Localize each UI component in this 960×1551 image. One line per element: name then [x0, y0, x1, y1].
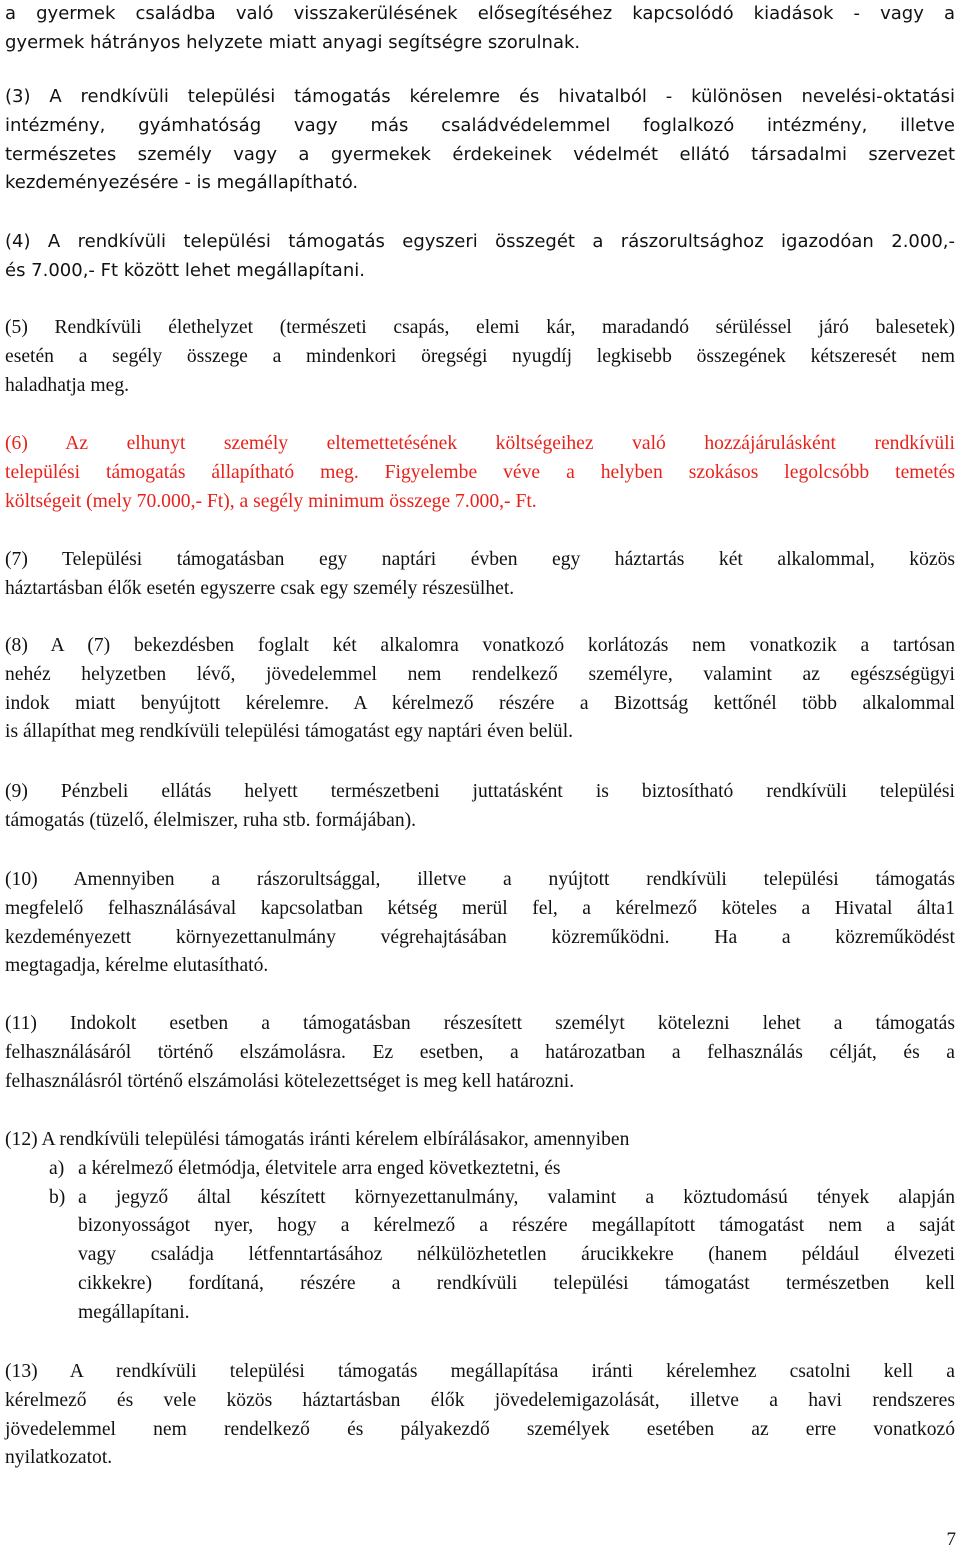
paragraph-8 — [5, 632, 955, 747]
text-line: háztartásban élők esetén egyszerre csak egy személy részesülhet. — [5, 577, 515, 599]
text-line: is állapíthat meg rendkívüli települési támogatást egy naptári éven belül. — [5, 721, 574, 743]
text-line: nyilatkozatot. — [5, 1447, 113, 1469]
text-line: költségeit (mely 70.000,- Ft), a segély minimum összege 7.000,- Ft. — [5, 490, 537, 512]
text-line: (11) Indokolt esetben a támogatásban részesített személyt kötelezni lehet a támogatás — [5, 1013, 955, 1034]
text-line: (10) Amennyiben a rászorultsággal, illetve a nyújtott rendkívüli települési támogatás — [5, 869, 955, 890]
text-line: felhasználásról történő elszámolási kötelezettséget is meg kell határozni. — [5, 1070, 575, 1092]
paragraph-4 — [5, 228, 955, 286]
text-line: megtagadja, kérelme elutasítható. — [5, 955, 269, 977]
list-item-a — [5, 1155, 955, 1184]
text-line: (9) Pénzbeli ellátás helyett természetbeni juttatásként is biztosítható rendkívüli települési — [5, 781, 955, 802]
text-line: megállapítani. — [78, 1301, 190, 1323]
list-marker: a) — [49, 1157, 65, 1179]
text-line: vagy családja létfenntartásához nélkülözhetetlen árucikkekre (hanem például élvezeti — [78, 1244, 955, 1266]
text-line: intézmény, gyámhatóság vagy más családvédelemmel foglalkozó intézmény, illetve — [5, 114, 955, 136]
text-line: (7) Települési támogatásban egy naptári évben egy háztartás két alkalommal, közös — [5, 549, 955, 570]
text-line: indok miatt benyújtott kérelemre. A kérelmező részére a Bizottság kettőnél több alkalommal — [5, 692, 955, 714]
paragraph-9 — [5, 778, 955, 836]
paragraph-continuation — [5, 0, 955, 58]
paragraph-10 — [5, 866, 955, 981]
text-line: (6) Az elhunyt személy eltemettetésének költségeihez való hozzájárulásként rendkívüli — [5, 433, 955, 454]
paragraph-7 — [5, 546, 955, 604]
list-marker: b) — [49, 1186, 66, 1208]
text-line: kezdeményezésére - is megállapítható. — [5, 172, 359, 194]
text-line: esetén a segély összege a mindenkori öregségi nyugdíj legkisebb összegének kétszeresét nem — [5, 345, 955, 367]
paragraph-3 — [5, 83, 955, 198]
paragraph-11 — [5, 1010, 955, 1096]
text-line: nehéz helyzetben lévő, jövedelemmel nem rendelkező személyre, valamint az egészségügyi — [5, 663, 955, 685]
text-line: bizonyosságot nyer, hogy a kérelmező a részére megállapított támogatást nem a saját — [78, 1215, 955, 1237]
text-line: támogatás (tüzelő, élelmiszer, ruha stb. formájában). — [5, 809, 417, 831]
text-line: (13) A rendkívüli települési támogatás megállapítása iránti kérelemhez csatolni kell a — [5, 1361, 955, 1382]
text-line: gyermek hátrányos helyzete miatt anyagi segítségre szorulnak. — [5, 31, 581, 53]
text-line: (3) A rendkívüli települési támogatás kérelemre és hivatalból - különösen nevelési-oktatási — [5, 86, 955, 107]
text-line: természetes személy vagy a gyermekek érdekeinek védelmét ellátó társadalmi szervezet — [5, 143, 955, 165]
text-line: települési támogatás állapítható meg. Figyelembe véve a helyben szokásos legolcsóbb temetés — [5, 461, 955, 483]
text-line: kérelmező és vele közös háztartásban élők jövedelemigazolását, illetve a havi rendszeres — [5, 1389, 955, 1411]
text-line: a kérelmező életmódja, életvitele arra enged következtetni, és — [78, 1157, 561, 1179]
paragraph-13 — [5, 1358, 955, 1473]
text-line: jövedelemmel nem rendelkező és pályakezdő személyek esetében az erre vonatkozó — [5, 1418, 955, 1440]
text-line: és 7.000,- Ft között lehet megállapítani. — [5, 259, 365, 281]
text-line: (4) A rendkívüli települési támogatás egyszeri összegét a rászorultsághoz igazodóan 2.000,- — [5, 231, 955, 252]
text-line: felhasználásáról történő elszámolásra. Ez esetben, a határozatban a felhasználás célját, és a — [5, 1041, 955, 1063]
text-line: haladhatja meg. — [5, 374, 130, 396]
text-line: kezdeményezett környezettanulmány végrehajtásában közreműködni. Ha a közreműködést — [5, 926, 955, 948]
text-line: (5) Rendkívüli élethelyzet (természeti csapás, elemi kár, maradandó sérüléssel járó balesetek) — [5, 317, 955, 338]
paragraph-12 — [5, 1126, 955, 1328]
text-line: a gyermek családba való visszakerülésének elősegítéséhez kapcsolódó kiadások - vagy a — [5, 3, 955, 24]
text-line: a jegyző által készített környezettanulmány, valamint a köztudomású tények alapján — [78, 1186, 955, 1208]
text-line: megfelelő felhasználásával kapcsolatban kétség merül fel, a kérelmező köteles a Hivatal álta1 — [5, 897, 955, 919]
list-item-b — [5, 1184, 955, 1328]
text-line: cikkekre) fordítaná, részére a rendkívüli települési támogatást természetben kell — [78, 1272, 955, 1294]
page-number: 7 — [946, 1529, 956, 1550]
paragraph-6 — [5, 430, 955, 516]
paragraph-12-lead: (12) A rendkívüli települési támogatás iránti kérelem elbírálásakor, amennyiben — [5, 1129, 630, 1150]
paragraph-5 — [5, 314, 955, 400]
text-line: (8) A (7) bekezdésben foglalt két alkalomra vonatkozó korlátozás nem vonatkozik a tartósan — [5, 635, 955, 656]
